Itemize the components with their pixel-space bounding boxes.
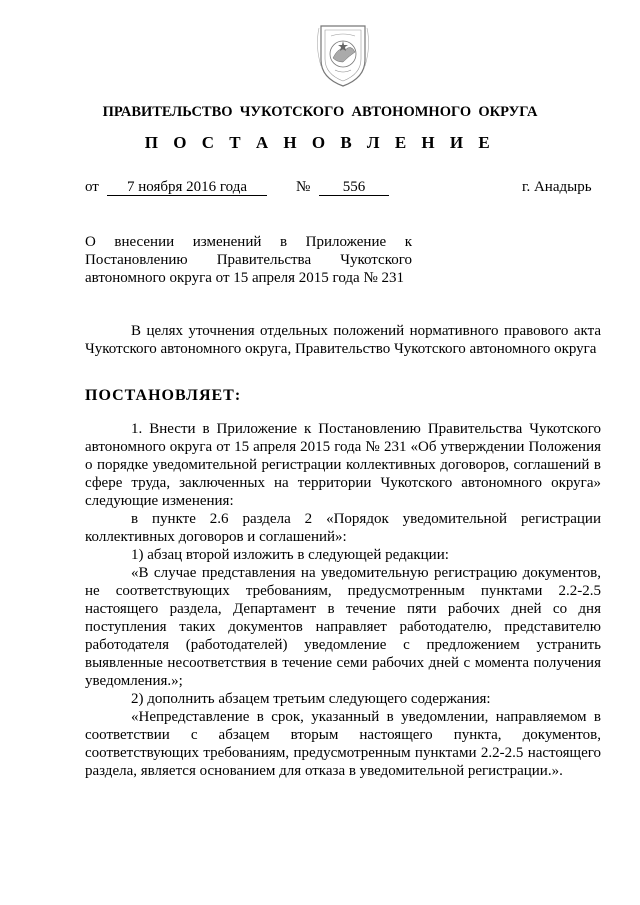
- preamble: В целях уточнения отдельных положений нормативного правового акта Чукотского автономного округа, Правительство Чукотского автономного округа: [85, 323, 601, 357]
- subject-line: О внесении изменений в Приложение к: [85, 234, 412, 250]
- document-date: 7 ноября 2016 года: [107, 179, 267, 196]
- resolves-heading: ПОСТАНОВЛЯЕТ:: [85, 387, 242, 404]
- paragraph: 2) дополнить абзацем третьим следующего содержания:: [131, 691, 491, 707]
- paragraph: в пункте 2.6 раздела 2 «Порядок уведомительной регистрации коллективных договоров и соглашений»:: [85, 511, 601, 545]
- document-meta: [0, 179, 640, 201]
- document-subject: [85, 233, 412, 287]
- coat-of-arms-icon: [313, 16, 373, 88]
- subject-line: Постановлению Правительства Чукотского: [85, 252, 412, 268]
- paragraph: 1. Внести в Приложение к Постановлению Правительства Чукотского автономного округа от 15 апреля 2015 года № 231 «Об утверждении Положения о порядке уведомительной регистрации коллективных договоров, соглашений в сфере труда, заключенных на территории Чукотского автономного округа» следующие изменения:: [85, 421, 601, 509]
- number-label: №: [296, 179, 311, 195]
- paragraph: 1) абзац второй изложить в следующей редакции:: [131, 547, 449, 563]
- from-label: от: [85, 179, 99, 195]
- document-body: [85, 420, 601, 780]
- government-title: ПРАВИТЕЛЬСТВО ЧУКОТСКОГО АВТОНОМНОГО ОКРУГА: [102, 104, 538, 120]
- paragraph: «В случае представления на уведомительную регистрацию документов, не соответствующих требованиям, предусмотренным пунктами 2.2-2.5 настоящего раздела, Департамент в течение пяти рабочих дней со дня поступления таких документов направляет работодателю, представителю работодателя (работодателей) уведомление с предложением устранить выявленные несоответствия в течение семи рабочих дней с момента получения уведомления.»;: [85, 565, 601, 689]
- paragraph: «Непредставление в срок, указанный в уведомлении, направляемом в соответствии с абзацем вторым настоящего пункта, документов, соответствующих требованиям, предусмотренным пунктами 2.2-2.5 настоящего раздела, является основанием для отказа в уведомительной регистрации.».: [85, 709, 601, 779]
- subject-line: автономного округа от 15 апреля 2015 года № 231: [85, 270, 404, 286]
- document-number: 556: [319, 179, 389, 196]
- city: г. Анадырь: [522, 179, 592, 195]
- document-type: П О С Т А Н О В Л Е Н И Е: [144, 133, 496, 152]
